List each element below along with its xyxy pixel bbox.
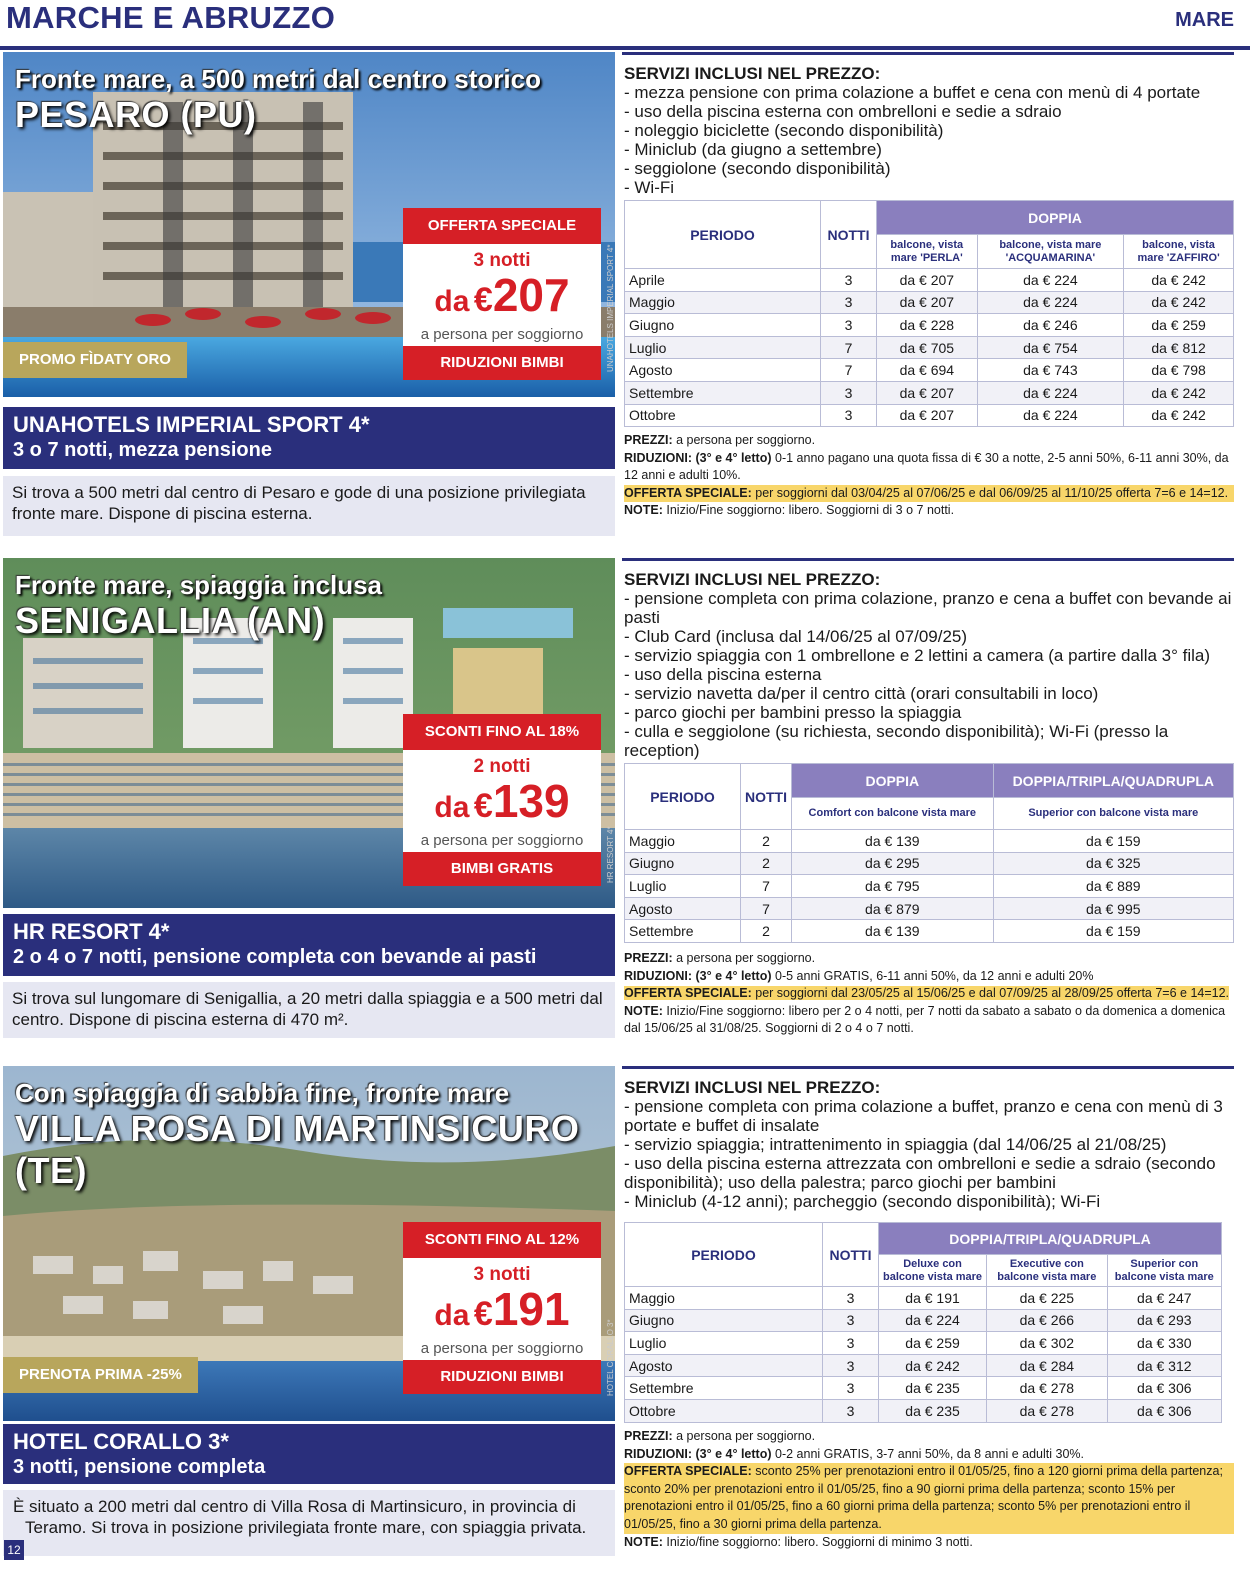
service-item: - Wi-Fi	[624, 178, 675, 197]
note-label: NOTE:	[624, 1534, 663, 1549]
hotel-name: HOTEL CORALLO 3*	[13, 1429, 229, 1454]
cell-price: da € 306	[1107, 1399, 1221, 1422]
hotel-location: PESARO (PU)	[15, 94, 257, 135]
service-item: - servizio navetta da/per il centro città (orari consultabili in loco)	[624, 684, 1099, 703]
services-title: SERVIZI INCLUSI NEL PREZZO:	[624, 570, 881, 589]
cell-nights: 3	[821, 291, 877, 314]
cell-price: da € 694	[877, 359, 978, 382]
note-prezzi	[624, 432, 1234, 450]
col-periodo: PERIODO	[625, 764, 741, 830]
service-item: - uso della piscina esterna con ombrelloni e sedie a sdraio	[624, 102, 1062, 121]
service-item: - culla e seggiolone (su richiesta, secondo disponibilità); Wi-Fi (presso la reception)	[624, 722, 1169, 760]
note-text: a persona per soggiorno.	[676, 1429, 816, 1443]
note-offerta	[624, 485, 1234, 503]
per-person-label: a persona per soggiorno	[420, 832, 584, 849]
cell-price: da € 207	[877, 291, 978, 314]
services-list	[624, 570, 1234, 760]
service-item: - mezza pensione con prima colazione a buffet e cena con menù di 4 portate	[624, 83, 1201, 102]
note-label: NOTE:	[624, 1003, 663, 1018]
per-person-label: a persona per soggiorno	[420, 326, 584, 343]
cell-period: Giugno	[625, 314, 821, 337]
cell-price: da € 995	[993, 897, 1233, 920]
cell-period: Agosto	[625, 897, 741, 920]
promo-badge: PRENOTA PRIMA -25%	[3, 1357, 198, 1393]
note-riduzioni	[624, 968, 1234, 986]
cell-price: da € 224	[977, 291, 1124, 314]
cell-price: da € 743	[977, 359, 1124, 382]
cell-period: Luglio	[625, 336, 821, 359]
euro-symbol: €	[473, 1295, 493, 1333]
offer-box	[403, 1222, 601, 1394]
service-item: - Miniclub (4-12 anni); parcheggio (secondo disponibilità); Wi-Fi	[624, 1192, 1101, 1211]
cell-nights: 3	[823, 1287, 879, 1310]
cell-price: da € 266	[987, 1309, 1108, 1332]
cell-price: da € 235	[879, 1399, 987, 1422]
hotel-name-bar	[3, 407, 615, 469]
hotel-kicker: Fronte mare, spiaggia inclusa	[15, 570, 382, 600]
subcol: Deluxe con balcone vista mare	[879, 1255, 987, 1287]
cell-period: Maggio	[625, 291, 821, 314]
price-table	[624, 763, 1234, 943]
cell-period: Settembre	[625, 381, 821, 404]
cell-period: Settembre	[625, 920, 741, 943]
hotel-description: Si trova sul lungomare di Senigallia, a 20 metri dalla spiaggia e a 500 metri dal centro. Dispone di piscina esterna di 470 m².	[3, 982, 615, 1038]
note-label: NOTE:	[624, 503, 663, 518]
offer-price	[403, 269, 601, 330]
service-item: - Club Card (inclusa dal 14/06/25 al 07/09/25)	[624, 627, 968, 646]
cell-price: da € 224	[977, 404, 1124, 427]
hotel-section-pesaro	[0, 52, 1250, 552]
cell-period: Luglio	[625, 875, 741, 898]
cell-price: da € 325	[993, 852, 1233, 875]
price-table	[624, 200, 1234, 427]
subcol: Superior con balcone vista mare	[993, 798, 1233, 830]
cell-price: da € 235	[879, 1377, 987, 1400]
col-periodo: PERIODO	[625, 201, 821, 269]
note-label: RIDUZIONI: (3° e 4° letto)	[624, 1446, 772, 1461]
note-text: Inizio/fine soggiorno: libero. Soggiorni di minimo 3 notti.	[666, 1534, 973, 1549]
table-row	[625, 269, 1234, 292]
table-row	[625, 291, 1234, 314]
hotel-subtitle: 2 o 4 o 7 notti, pensione completa con bevande ai pasti	[13, 946, 537, 968]
per-person-label: a persona per soggiorno	[420, 1340, 584, 1357]
table-row	[625, 381, 1234, 404]
table-row	[625, 852, 1234, 875]
page-title: MARCHE E ABRUZZO	[6, 0, 336, 35]
table-row	[625, 897, 1234, 920]
cell-price: da € 879	[792, 897, 994, 920]
offer-label: OFFERTA SPECIALE	[403, 208, 601, 244]
hotel-section-senigallia	[0, 558, 1250, 1058]
cell-nights: 3	[821, 269, 877, 292]
table-row	[625, 359, 1234, 382]
cell-nights: 3	[821, 404, 877, 427]
hotel-kicker: Fronte mare, a 500 metri dal centro storico	[15, 64, 541, 94]
note-text: 0-2 anni GRATIS, 3-7 anni 50%, da 8 anni e adulti 30%.	[775, 1446, 1084, 1461]
col-group: DOPPIA/TRIPLA/QUADRUPLA	[879, 1223, 1222, 1255]
cell-price: da € 224	[879, 1309, 987, 1332]
cell-price: da € 139	[792, 920, 994, 943]
offer-nights: 3 notti	[473, 1264, 531, 1285]
cell-nights: 7	[741, 875, 792, 898]
hotel-name-bar	[3, 1424, 615, 1484]
subcol: Superior con balcone vista mare	[1107, 1255, 1221, 1287]
right-rule	[622, 558, 1234, 561]
cell-price: da € 795	[792, 875, 994, 898]
note-text: Inizio/Fine soggiorno: libero per 2 o 4 notti, per 7 notti da sabato a sabato o da domenica a domenica dal 15/06/25 al 31/08/25. Soggiorni di 2 o 4 o 7 notti.	[624, 1003, 1226, 1036]
note-riduzioni	[624, 1446, 1234, 1464]
section-tag: MARE	[1175, 9, 1234, 31]
cell-period: Maggio	[625, 1287, 823, 1310]
cell-price: da € 242	[1124, 291, 1234, 314]
photo-credit: UNAHOTELS IMPERIAL SPORT 4*	[606, 244, 615, 372]
cell-price: da € 207	[877, 269, 978, 292]
cell-nights: 7	[741, 897, 792, 920]
cell-price: da € 293	[1107, 1309, 1221, 1332]
cell-price: da € 754	[977, 336, 1124, 359]
header-rule	[0, 46, 1250, 50]
services-title: SERVIZI INCLUSI NEL PREZZO:	[624, 1078, 881, 1097]
cell-period: Agosto	[625, 1354, 823, 1377]
col-notti: NOTTI	[823, 1223, 879, 1287]
note-nota	[624, 1534, 1234, 1552]
service-item: - Miniclub (da giugno a settembre)	[624, 140, 882, 159]
cell-price: da € 330	[1107, 1332, 1221, 1355]
cell-price: da € 798	[1124, 359, 1234, 382]
service-item: - servizio spiaggia con 1 ombrellone e 2 lettini a camera (a partire dalla 3° fila)	[624, 646, 1211, 665]
cell-price: da € 705	[877, 336, 978, 359]
offer-price	[403, 775, 601, 836]
hotel-description: Si trova a 500 metri dal centro di Pesaro e gode di una posizione privilegiata fronte mare. Dispone di piscina esterna.	[3, 476, 615, 536]
hotel-section-villa-rosa	[0, 1066, 1250, 1571]
table-row	[625, 875, 1234, 898]
cell-price: da € 246	[977, 314, 1124, 337]
cell-price: da € 228	[877, 314, 978, 337]
cell-period: Aprile	[625, 269, 821, 292]
note-text: 0-1 anno pagano una quota fissa di € 30 a notte, 2-5 anni 50%, 6-11 anni 30%, da 12 anni e adulti 10%.	[624, 450, 1229, 483]
note-offerta-nota	[624, 985, 1234, 1038]
price-prefix: da	[434, 791, 470, 824]
price-notes	[624, 950, 1234, 1038]
cell-price: da € 225	[987, 1287, 1108, 1310]
cell-nights: 2	[741, 830, 792, 853]
offer-box	[403, 208, 601, 380]
price-notes	[624, 432, 1234, 520]
cell-price: da € 242	[879, 1354, 987, 1377]
note-prezzi	[624, 1428, 1234, 1446]
cell-price: da € 207	[877, 404, 978, 427]
note-offerta	[624, 1463, 1234, 1533]
price-value: 191	[492, 1283, 570, 1335]
note-text: 0-5 anni GRATIS, 6-11 anni 50%, da 12 anni e adulti 20%	[775, 968, 1094, 983]
offer-bottom-label: BIMBI GRATIS	[403, 852, 601, 886]
service-item: - uso della piscina esterna attrezzata con ombrelloni e sedie a sdraio (secondo disponibilità); uso della palestra; parco giochi per bambini	[624, 1154, 1216, 1192]
price-table	[624, 1222, 1222, 1423]
cell-price: da € 159	[993, 830, 1233, 853]
note-label: PREZZI:	[624, 433, 673, 447]
services-title: SERVIZI INCLUSI NEL PREZZO:	[624, 64, 881, 83]
hotel-photo	[3, 558, 615, 908]
table-row	[625, 920, 1234, 943]
price-notes	[624, 1428, 1234, 1551]
cell-price: da € 278	[987, 1377, 1108, 1400]
cell-price: da € 259	[1124, 314, 1234, 337]
table-row	[625, 404, 1234, 427]
service-item: - parco giochi per bambini presso la spiaggia	[624, 703, 962, 722]
cell-price: da € 242	[1124, 269, 1234, 292]
note-text: a persona per soggiorno.	[676, 433, 816, 447]
offer-price	[403, 1283, 601, 1344]
hotel-name: UNAHOTELS IMPERIAL SPORT 4*	[13, 412, 370, 437]
service-item: - seggiolone (secondo disponibilità)	[624, 159, 891, 178]
cell-price: da € 306	[1107, 1377, 1221, 1400]
offer-label: SCONTI FINO AL 18%	[403, 714, 601, 750]
service-item: - uso della piscina esterna	[624, 665, 822, 684]
subcol: balcone, vista mare 'PERLA'	[877, 235, 978, 269]
cell-price: da € 159	[993, 920, 1233, 943]
col-notti: NOTTI	[741, 764, 792, 830]
cell-price: da € 139	[792, 830, 994, 853]
photo-credit: HR RESORT 4*	[606, 826, 615, 883]
offer-nights: 2 notti	[473, 756, 531, 777]
cell-price: da € 242	[1124, 381, 1234, 404]
hotel-location: VILLA ROSA DI MARTINSICURO (TE)	[15, 1108, 580, 1191]
offer-bottom-label: RIDUZIONI BIMBI	[403, 1360, 601, 1394]
cell-nights: 3	[823, 1399, 879, 1422]
cell-price: da € 812	[1124, 336, 1234, 359]
col-notti: NOTTI	[821, 201, 877, 269]
cell-nights: 2	[741, 852, 792, 875]
table-row	[625, 336, 1234, 359]
cell-price: da € 242	[1124, 404, 1234, 427]
table-row	[625, 1399, 1222, 1422]
service-item: - noleggio biciclette (secondo disponibilità)	[624, 121, 944, 140]
col-group: DOPPIA	[877, 201, 1234, 235]
cell-price: da € 278	[987, 1399, 1108, 1422]
page-number: 12	[4, 1540, 24, 1560]
cell-nights: 3	[823, 1377, 879, 1400]
hotel-subtitle: 3 notti, pensione completa	[13, 1456, 266, 1478]
hotel-description: È situato a 200 metri dal centro di Villa Rosa di Martinsicuro, in provincia di Teramo. Si trova in posizione privilegiata fronte mare, con spiaggia privata.	[3, 1490, 615, 1556]
col-group: DOPPIA/TRIPLA/QUADRUPLA	[993, 764, 1233, 798]
cell-price: da € 284	[987, 1354, 1108, 1377]
euro-symbol: €	[473, 787, 493, 825]
offer-label: SCONTI FINO AL 12%	[403, 1222, 601, 1258]
note-riduzioni	[624, 450, 1234, 485]
cell-period: Giugno	[625, 852, 741, 875]
offer-nights: 3 notti	[473, 250, 531, 271]
subcol: Executive con balcone vista mare	[987, 1255, 1108, 1287]
cell-nights: 3	[821, 381, 877, 404]
hotel-kicker: Con spiaggia di sabbia fine, fronte mare	[15, 1078, 510, 1108]
cell-nights: 2	[741, 920, 792, 943]
cell-price: da € 312	[1107, 1354, 1221, 1377]
note-label: OFFERTA SPECIALE:	[624, 986, 752, 1001]
note-text: sconto 25% per prenotazioni entro il 01/05/25, fino a 120 giorni prima della partenza; sconto 20% per prenotazioni entro il 01/05/25, fino a 90 giorni prima della partenza; sconto 15% per prenotazioni entro il 01/05/25, fino a 60 giorni prima della partenza; sconto 5% per prenotazioni entro il 01/05/25, fino a 30 giorni prima della partenza.	[624, 1464, 1223, 1531]
promo-badge: PROMO FÌDATY ORO	[3, 342, 187, 378]
cell-period: Maggio	[625, 830, 741, 853]
cell-period: Giugno	[625, 1309, 823, 1332]
table-row	[625, 1377, 1222, 1400]
right-rule	[622, 1066, 1234, 1069]
note-label: RIDUZIONI: (3° e 4° letto)	[624, 968, 772, 983]
cell-price: da € 207	[877, 381, 978, 404]
note-label: OFFERTA SPECIALE:	[624, 485, 752, 500]
service-item: - pensione completa con prima colazione a buffet, pranzo e cena con menù di 3 portate e buffet di insalate	[624, 1097, 1223, 1135]
hotel-name: HR RESORT 4*	[13, 919, 170, 944]
cell-period: Agosto	[625, 359, 821, 382]
price-value: 207	[492, 269, 570, 321]
cell-period: Ottobre	[625, 1399, 823, 1422]
table-row	[625, 830, 1234, 853]
col-periodo: PERIODO	[625, 1223, 823, 1287]
note-nota	[624, 502, 1234, 520]
cell-price: da € 295	[792, 852, 994, 875]
cell-period: Luglio	[625, 1332, 823, 1355]
note-text: per soggiorni dal 23/05/25 al 15/06/25 e dal 07/09/25 al 28/09/25 offerta 7=6 e 14=12.	[755, 986, 1230, 1001]
subcol: balcone, vista mare 'ACQUAMARINA'	[977, 235, 1124, 269]
cell-nights: 3	[823, 1309, 879, 1332]
hotel-name-bar	[3, 914, 615, 976]
note-text: Inizio/Fine soggiorno: libero. Soggiorni di 3 o 7 notti.	[666, 503, 955, 518]
note-text: per soggiorni dal 03/04/25 al 07/06/25 e dal 06/09/25 al 11/10/25 offerta 7=6 e 14=12.	[755, 485, 1229, 500]
cell-price: da € 889	[993, 875, 1233, 898]
service-item: - pensione completa con prima colazione, pranzo e cena a buffet con bevande ai pasti	[624, 589, 1232, 627]
cell-period: Ottobre	[625, 404, 821, 427]
price-prefix: da	[434, 1299, 470, 1332]
note-label: PREZZI:	[624, 951, 673, 965]
cell-nights: 3	[821, 314, 877, 337]
note-label: PREZZI:	[624, 1429, 673, 1443]
euro-symbol: €	[473, 281, 493, 319]
hotel-subtitle: 3 o 7 notti, mezza pensione	[13, 439, 272, 461]
price-prefix: da	[434, 285, 470, 318]
table-row	[625, 1354, 1222, 1377]
services-list	[624, 1078, 1234, 1211]
service-item: - servizio spiaggia; intrattenimento in spiaggia (dal 14/06/25 al 21/08/25)	[624, 1135, 1167, 1154]
services-list	[624, 64, 1234, 197]
cell-price: da € 224	[977, 269, 1124, 292]
table-row	[625, 1309, 1222, 1332]
cell-price: da € 191	[879, 1287, 987, 1310]
offer-box	[403, 714, 601, 886]
price-value: 139	[492, 775, 570, 827]
table-row	[625, 1332, 1222, 1355]
note-prezzi	[624, 950, 1234, 968]
cell-nights: 7	[821, 359, 877, 382]
note-text: a persona per soggiorno.	[676, 951, 816, 965]
cell-price: da € 224	[977, 381, 1124, 404]
table-row	[625, 1287, 1222, 1310]
note-label: OFFERTA SPECIALE:	[624, 1464, 752, 1479]
hotel-location: SENIGALLIA (AN)	[15, 600, 326, 641]
cell-period: Settembre	[625, 1377, 823, 1400]
subcol: balcone, vista mare 'ZAFFIRO'	[1124, 235, 1234, 269]
cell-price: da € 247	[1107, 1287, 1221, 1310]
subcol: Comfort con balcone vista mare	[792, 798, 994, 830]
cell-nights: 7	[821, 336, 877, 359]
cell-nights: 3	[823, 1354, 879, 1377]
col-group: DOPPIA	[792, 764, 994, 798]
offer-bottom-label: RIDUZIONI BIMBI	[403, 346, 601, 380]
photo-credit: HOTEL CORALLO 3*	[606, 1319, 615, 1396]
right-rule	[622, 52, 1234, 55]
cell-nights: 3	[823, 1332, 879, 1355]
note-label: RIDUZIONI: (3° e 4° letto)	[624, 450, 772, 465]
table-row	[625, 314, 1234, 337]
cell-price: da € 259	[879, 1332, 987, 1355]
cell-price: da € 302	[987, 1332, 1108, 1355]
